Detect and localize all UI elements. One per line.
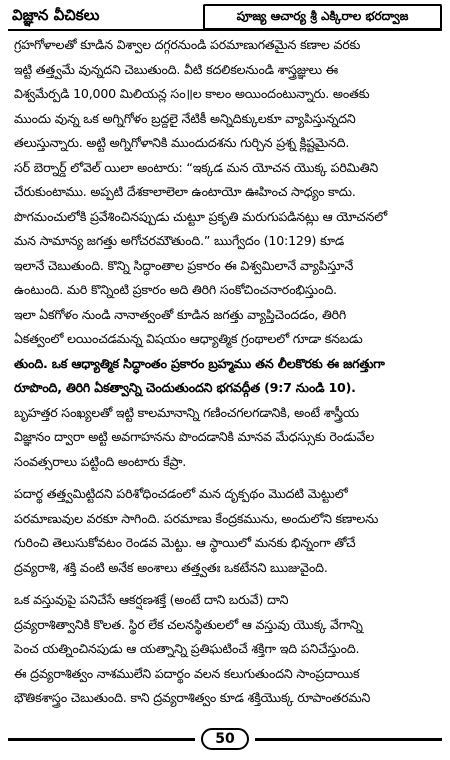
text-line: విశ్వమేర్పడి 10,000 మిలియన్ల సం॥ల కాలం అయిందంటున్నారు. అంతకు	[14, 86, 370, 101]
text-line: బృహత్తర సంఖ్యలతో ఇట్టి కాలమానాన్ని గణించగలగడానికి, అంటే శాస్త్రీయ	[14, 404, 359, 420]
text-line: తలుస్తున్నారు. అట్టి అగ్నిగోళానికి ముందుదశను గుర్చిన ప్రశ్న క్లిష్టమైనది.	[14, 135, 350, 150]
author-box: పూజ్య ఆచార్య శ్రీ ఎక్కిరాల భరద్వాజ	[203, 4, 442, 30]
text-line: గ్రహగోళాలతో కూడిన విశ్వాల దగ్గరనుండి పరమాణుగతమైన కణాల వరకు	[14, 37, 361, 52]
text-line: ఇట్టి తత్త్వమే వున్నదని చెబుతుంది. వీటి కదలికలనుండి శాస్త్రజ్ఞులు ఈ	[14, 61, 338, 77]
paragraph	[14, 33, 436, 474]
text-line: ఒక వస్తువుపై పనిచేసే ఆకర్షణశక్తే (అంటే దాని బరువే) దాని	[14, 592, 289, 607]
text-line: గురించి తెలుసుకోవటం రెండవ మెట్టు. ఆ స్థాయిలో మనకు భిన్నంగా తోచే	[14, 535, 356, 550]
text-line: పరమాణువుల వరకూ సాగింది. పరమాణు కేంద్రకమును, అందులోని కణాలను	[14, 510, 379, 526]
paragraph	[14, 588, 436, 711]
text-line: మన సామాన్య జగత్తు అగోచరమౌతుంది.” ఋగ్వేదం (10:129) కూడ	[14, 233, 344, 248]
text-line: ఉంటుంది. మరి కొన్నింటి ప్రకారం అది తిరిగి సంకోచించనారంభిస్తుంది.	[14, 282, 337, 297]
page-number: 50	[201, 728, 248, 750]
page-header	[8, 4, 442, 30]
text-line: పొగమంచులోకి ప్రవేశించినప్పుడు చుట్టూ ప్రకృతి మరుగుపడినట్లు ఆ యోచనలో	[14, 208, 388, 224]
text-line: ఈ ద్రవ్యరాశిత్వం నాశములేని పదార్థం వలన కలుగుతుందని సాంప్రదాయిక	[14, 665, 360, 681]
page-footer	[8, 728, 442, 750]
text-line: చేరుకుంటాము. అప్పటి దేశకాలాలెలా ఉంటాయో ఊహించ సాధ్యం కాదు.	[14, 184, 356, 199]
text-line: ద్రవ్యరాశి, శక్తి వంటి అనేక అంశాలు తత్త్వతః ఒకటేనని ఋజువైంది.	[14, 559, 328, 575]
footer-rule-left	[8, 738, 195, 741]
text-line: పదార్థ తత్త్వమిట్టిదని పరిశోధించడంలో మన దృక్పథం మొదటి మెట్టులో	[14, 486, 348, 501]
book-title: విజ్ఞాన వీచికలు	[12, 6, 100, 24]
paragraph	[14, 482, 436, 580]
text-line: విజ్ఞానం ద్వారా అట్టి అవగాహనను పొందడానికి మానవ మేధస్సుకు రెండువేల	[14, 429, 375, 444]
text-line: సర్ బెర్నార్డ్ లోవెల్ యిలా అంటారు: “ఇక్కడ మన యోచన యొక్క పరిమితిని	[14, 159, 379, 175]
text-line: ఇలా ఏకగోళం నుండి నానాత్వంతో కూడిన జగత్తు వ్యాప్తిచెందడం, తిరిగి	[14, 306, 347, 322]
text-line: ద్రవ్యరాశిత్వానికి కొలత. స్థిర లేక చలనస్థితులలో ఆ వస్తువు యొక్క వేగాన్ని	[14, 616, 363, 632]
text-line: తుంది. ఒక ఆధ్యాత్మిక సిద్ధాంతం ప్రకారం బ్రహ్మము తన లీలకొరకు ఈ జగత్తుగా	[14, 355, 385, 371]
footer-rule-right	[255, 738, 442, 741]
text-line: ఏకత్వంలో లయించడమన్న విషయం ఆధ్యాత్మిక గ్రంథాలలో గూడా కనబడు	[14, 331, 363, 346]
text-line: భౌతికశాస్త్రం చెబుతుంది. కాని ద్రవ్యరాశిత్వం కూడ శక్తియొక్క రూపాంతరమని	[14, 690, 371, 705]
text-line: పెంచ యత్నించినపుడు ఆ యత్నాన్ని ప్రతిఘటించే శక్తిగా ఇది పనిచేస్తుంది.	[14, 641, 360, 656]
text-line: సంవత్సరాలు పట్టింది అంటారు కేప్రా.	[14, 453, 187, 469]
body-text	[14, 33, 436, 723]
text-line: ఇలానే చెబుతుంది. కొన్ని సిద్ధాంతాల ప్రకారం ఈ విశ్వమిలానే వ్యాపిస్తూనే	[14, 257, 354, 273]
header-rule	[8, 29, 442, 31]
text-line: ముందు వున్న ఒక అగ్నిగోళం బ్రద్దలై నేటికీ అన్నిదిక్కులకూ వ్యాపిస్తున్నదని	[14, 110, 356, 126]
text-line: రూపొంది, తిరిగి ఏకత్వాన్ని చెందుతుందని భగవద్గీత (9:7 నుండి 10).	[14, 380, 356, 395]
